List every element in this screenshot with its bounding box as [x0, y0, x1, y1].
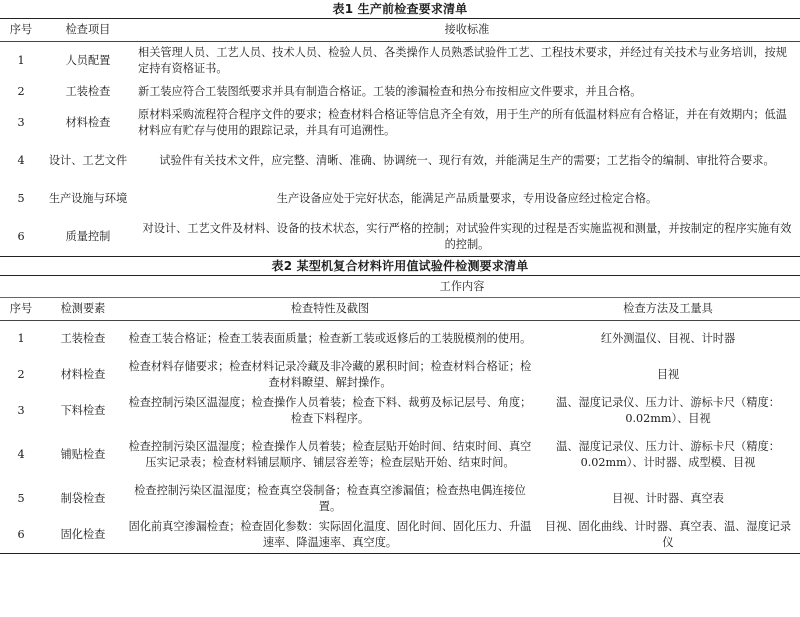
table1-cell-criteria: 生产设备应处于完好状态，能满足产品质量要求，专用设备应经过检定合格。 [276, 192, 658, 205]
table2-cell-element: 材料检查 [60, 368, 106, 381]
table-row [0, 357, 800, 393]
table-row [0, 321, 800, 358]
table2-cell-features: 检查控制污染区温湿度；检查操作人员着装；检查下料、裁剪及标记层号、角度；检查下料程序。 [128, 396, 532, 425]
table-row [0, 218, 800, 257]
table1-cell-item: 生产设施与环境 [48, 192, 128, 205]
table1-header-no: 序号 [0, 19, 42, 42]
table2-group-header: 工作内容 [124, 276, 800, 298]
table2-header-no: 序号 [0, 298, 42, 321]
table1-cell-no: 4 [17, 154, 25, 167]
table1-caption: 表1 生产前检查要求清单 [332, 2, 468, 16]
table2-cell-no: 3 [17, 404, 25, 417]
table-row [0, 80, 800, 104]
table1-cell-criteria: 原材料采购流程符合程序文件的要求；检查材料合格证等信息齐全有效，用于生产的所有低温材料应有合格证，并在有效期内；低温材料应有贮存与使用的跟踪记录，并具有可追溯性。 [138, 108, 787, 137]
table2-cell-no: 5 [17, 492, 25, 505]
table2-cell-features: 固化前真空渗漏检查；检查固化参数：实际固化温度、固化时间、固化压力、升温速率、降温速率、真空度。 [128, 520, 532, 549]
table2-cell-methods: 目视 [656, 368, 680, 381]
table2-cell-methods: 目视、计时器、真空表 [612, 492, 724, 505]
table2-cell-element: 固化检查 [60, 528, 106, 541]
table2-cell-no: 1 [17, 332, 25, 345]
table2-cell-element: 铺贴检查 [60, 448, 106, 461]
table1-cell-item: 工装检查 [65, 85, 111, 98]
table2-cell-methods: 目视、固化曲线、计时器、真空表、温、湿度记录仪 [544, 520, 792, 549]
table2-caption: 表2 某型机复合材料许用值试验件检测要求清单 [271, 259, 529, 273]
table-row [0, 517, 800, 554]
table1-cell-item: 设计、工艺文件 [48, 154, 128, 167]
table-row [0, 393, 800, 429]
table2-cell-element: 制袋检查 [60, 492, 106, 505]
table1-cell-criteria: 对设计、工艺文件及材料、设备的技术状态，实行严格的控制；对试验件实现的过程是否实施监视和测量，并按制定的程序实施有效的控制。 [142, 222, 792, 251]
table1-header-item: 检查项目 [42, 19, 134, 42]
table2-group-header-row [0, 276, 800, 298]
table1-production-check [0, 18, 800, 257]
table1-cell-criteria: 新工装应符合工装图纸要求并具有制造合格证。工装的渗漏检查和热分布按相应文件要求，并且合格。 [138, 85, 642, 98]
table2-cell-features: 检查控制污染区温湿度；检查真空袋制备；检查真空渗漏值；检查热电偶连接位置。 [134, 484, 526, 513]
table2-header-element: 检测要素 [42, 298, 124, 321]
table1-cell-no: 6 [17, 230, 25, 243]
table2-header-methods: 检查方法及工量具 [536, 298, 800, 321]
table-row [0, 429, 800, 481]
table2-cell-methods: 红外测温仪、目视、计时器 [600, 332, 736, 345]
table2-cell-methods: 温、湿度记录仪、压力计、游标卡尺（精度：0.02mm）、计时器、成型模、目视 [556, 440, 780, 469]
table2-cell-no: 4 [17, 448, 25, 461]
table2-header-row [0, 298, 800, 321]
table-row [0, 142, 800, 180]
table1-cell-no: 2 [17, 85, 25, 98]
table1-header-row [0, 19, 800, 42]
table2-cell-element: 下料检查 [60, 404, 106, 417]
table2-test-inspection [0, 275, 800, 554]
table1-cell-no: 3 [17, 116, 25, 129]
table1-cell-criteria: 相关管理人员、工艺人员、技术人员、检验人员、各类操作人员熟悉试验件工艺、工程技术要求，并经过有关技术与业务培训，按规定持有资格证书。 [138, 46, 787, 75]
table1-header-criteria: 接收标准 [134, 19, 800, 42]
table-row [0, 104, 800, 142]
table2-header-features: 检查特性及截图 [124, 298, 536, 321]
table1-cell-item: 质量控制 [65, 230, 111, 243]
table1-cell-no: 1 [17, 54, 25, 67]
table2-cell-features: 检查材料存储要求；检查材料记录冷藏及非冷藏的累积时间；检查材料合格证；检查材料瞭望、解封操作。 [128, 360, 532, 389]
table2-cell-features: 检查工装合格证；检查工装表面质量；检查新工装或返修后的工装脱模剂的使用。 [128, 332, 532, 345]
table2-cell-methods: 温、湿度记录仪、压力计、游标卡尺（精度：0.02mm）、目视 [556, 396, 780, 425]
table-row [0, 481, 800, 517]
table2-cell-no: 2 [17, 368, 25, 381]
table1-cell-item: 材料检查 [65, 116, 111, 129]
table-row [0, 42, 800, 81]
table1-cell-criteria: 试验件有关技术文件，应完整、清晰、准确、协调统一、现行有效，并能满足生产的需要；工艺指令的编制、审批符合要求。 [159, 154, 775, 167]
table-row [0, 180, 800, 218]
table1-cell-no: 5 [17, 192, 25, 205]
table2-cell-no: 6 [17, 528, 25, 541]
table1-cell-item: 人员配置 [65, 54, 111, 67]
table2-cell-features: 检查控制污染区温湿度；检查操作人员着装；检查层贴开始时间、结束时间、真空压实记录表；检查材料铺层顺序、铺层容差等；检查层贴开始、结束时间。 [128, 440, 532, 469]
table2-cell-element: 工装检查 [60, 332, 106, 345]
